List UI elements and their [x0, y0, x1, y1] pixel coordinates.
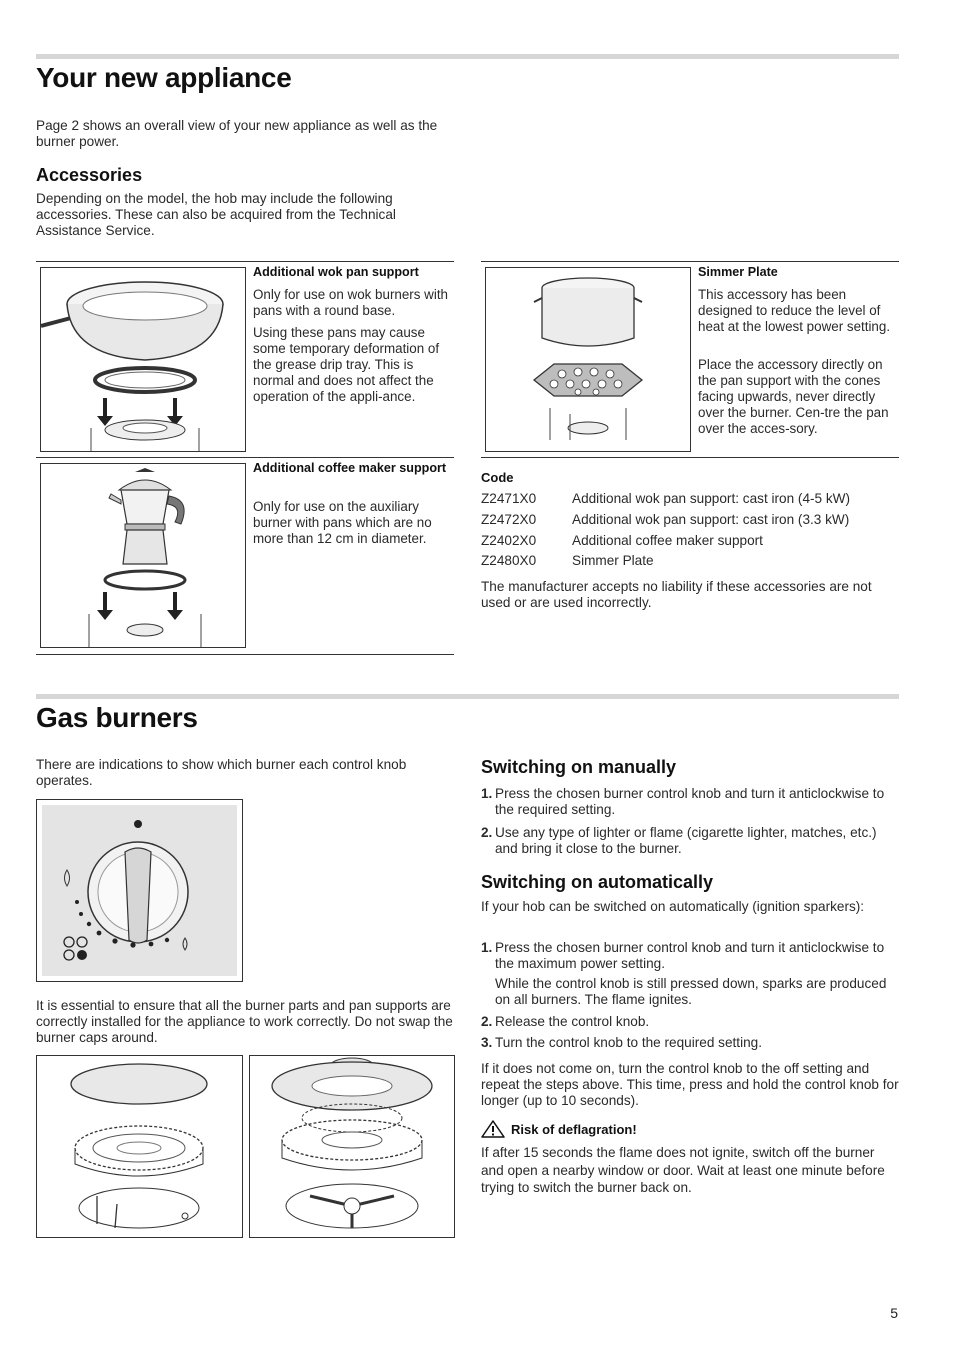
section-title: Gas burners	[36, 702, 198, 733]
warning-title: Risk of deflagration!	[511, 1122, 637, 1137]
accessories-heading: Accessories	[36, 165, 143, 185]
accessories-intro: Depending on the model, the hob may include the following accessories. These can also be acquired from the Technical Assistance Service.	[36, 191, 396, 239]
code-heading: Code	[481, 470, 514, 485]
wok-support-text-2: Using these pans may cause some temporary deformation of the grease drip tray. This is normal and does not affect the operation of the appli-ance.	[253, 325, 440, 404]
burner-parts-illustration-left	[36, 1055, 243, 1238]
burner-parts-note: It is essential to ensure that all the burner parts and pan supports are correctly installed for the appliance to work correctly. Do not swap the burner caps around.	[36, 998, 453, 1046]
simmer-plate-title: Simmer Plate	[698, 265, 778, 279]
intro-text: Page 2 shows an overall view of your new appliance as well as the burner power.	[36, 118, 438, 150]
control-knob-illustration	[36, 799, 243, 982]
manual-step: 2. Use any type of lighter or flame (cigarette lighter, matches, etc.) and bring it close to the burner.	[481, 825, 877, 857]
burner-parts-illustration-right	[249, 1055, 455, 1238]
table-divider	[36, 261, 454, 262]
retry-text: If it does not come on, turn the control knob to the off setting and repeat the steps above. This time, press and hold the control knob for longer (up to 10 seconds).	[481, 1061, 899, 1109]
table-divider	[36, 654, 454, 655]
auto-intro: If your hob can be switched on automatically (ignition sparkers):	[481, 899, 865, 914]
table-divider	[36, 457, 454, 458]
table-divider	[481, 457, 899, 458]
auto-step-note: While the control knob is still pressed down, sparks are produced on all burners. The flame ignites.	[495, 976, 887, 1008]
wok-support-illustration	[40, 267, 246, 452]
table-divider	[481, 261, 899, 262]
gas-burners-intro: There are indications to show which burner each control knob operates.	[36, 757, 407, 789]
auto-step: 3. Turn the control knob to the required setting.	[481, 1035, 762, 1050]
manual-heading: Switching on manually	[481, 757, 677, 777]
simmer-plate-text-1: This accessory has been designed to reduce the level of heat at the lowest power setting.	[698, 287, 891, 334]
auto-step: 1. Press the chosen burner control knob and turn it anticlockwise to the maximum power setting.	[481, 940, 885, 972]
coffee-support-illustration	[40, 463, 246, 648]
liability-text: The manufacturer accepts no liability if these accessories are not used or are used incorrectly.	[481, 579, 872, 611]
section-rule	[36, 54, 899, 59]
coffee-support-text: Only for use on the auxiliary burner with pans which are no more than 12 cm in diameter.	[253, 499, 432, 546]
wok-support-title: Additional wok pan support	[253, 265, 419, 279]
page-title: Your new appliance	[36, 62, 292, 93]
manual-step: 1. Press the chosen burner control knob and turn it anticlockwise to the required setting.	[481, 786, 885, 818]
auto-heading: Switching on automatically	[481, 872, 714, 892]
warning-triangle-icon	[481, 1120, 505, 1138]
page-number: 5	[890, 1305, 898, 1321]
coffee-support-title: Additional coffee maker support	[253, 461, 447, 475]
section-rule	[36, 694, 899, 699]
warning-text: If after 15 seconds the flame does not ignite, switch off the burner and open a nearby window or door. Wait at least one minute before trying to switch the burner back on.	[481, 1145, 885, 1195]
simmer-plate-text-2: Place the accessory directly on the pan support with the cones facing upwards, never directly over the burner. Cen-tre the pan over the acces-sory.	[698, 357, 889, 436]
auto-step: 2. Release the control knob.	[481, 1014, 650, 1029]
wok-support-text-1: Only for use on wok burners with pans with a round base.	[253, 287, 448, 318]
simmer-plate-illustration	[485, 267, 691, 452]
